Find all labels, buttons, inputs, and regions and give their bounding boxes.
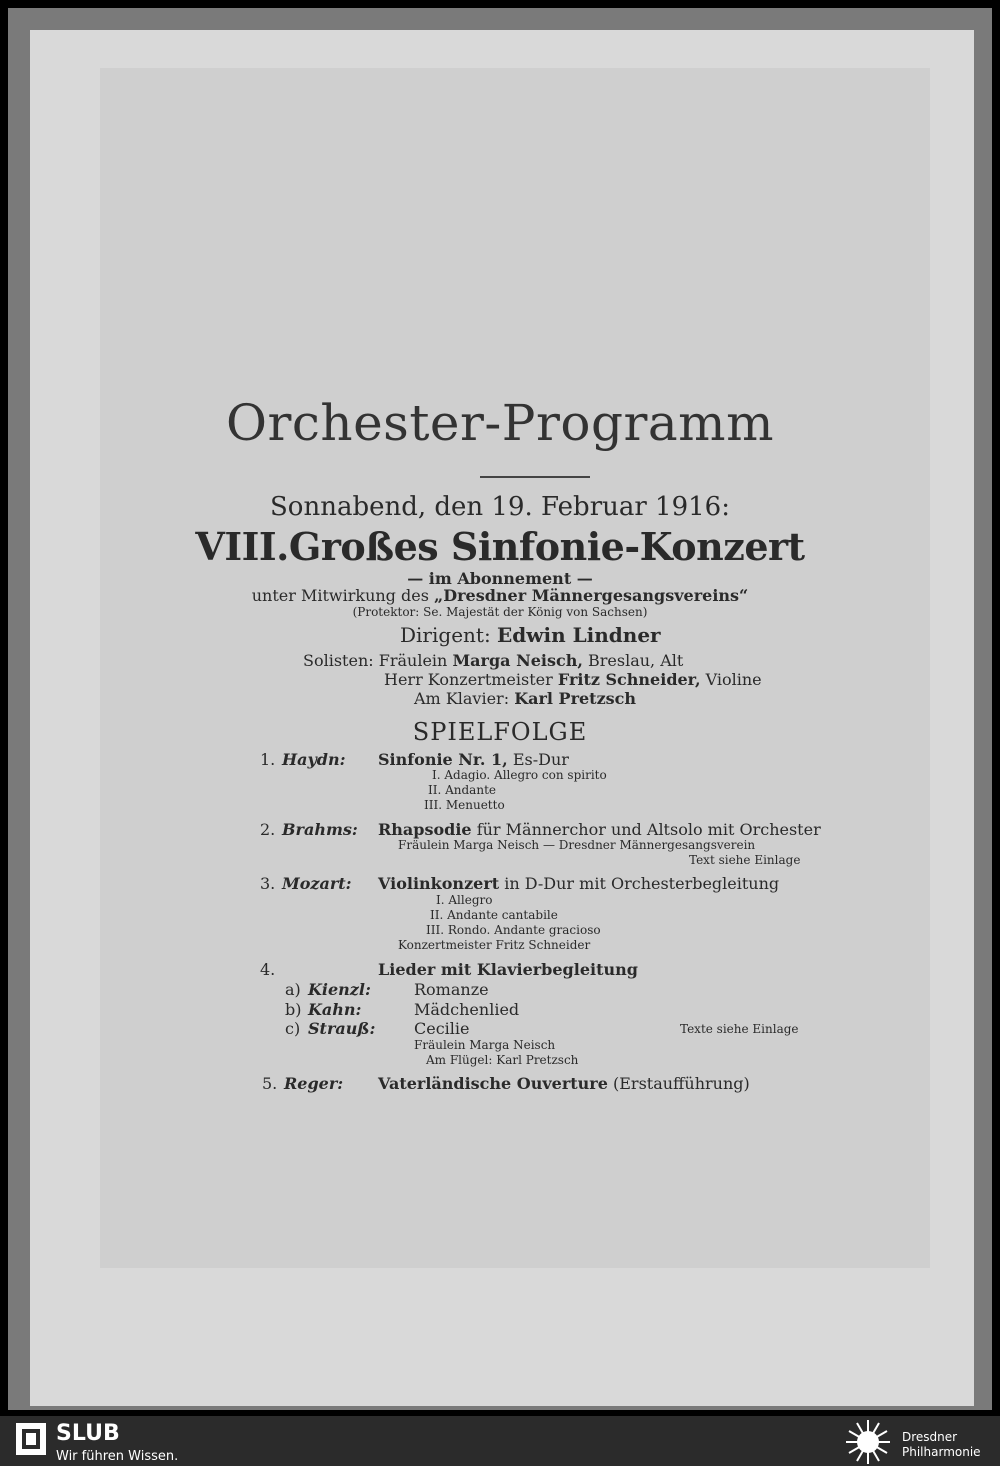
- soloist-1-name: Marga Neisch,: [452, 651, 583, 670]
- program-4-accompanist: Am Flügel: Karl Pretzsch: [426, 1053, 579, 1067]
- philharmonie-name-line1: Dresdner: [902, 1430, 958, 1444]
- program-3-performer: Konzertmeister Fritz Schneider: [398, 938, 591, 952]
- program-3-composer: Mozart:: [282, 874, 352, 893]
- soloist-2-suffix: Violine: [705, 670, 762, 689]
- song-c-composer: Strauß:: [308, 1019, 376, 1038]
- program-3-movement: II. Andante cantabile: [430, 908, 558, 922]
- concert-date: Sonnabend, den 19. Februar 1916:: [269, 492, 730, 522]
- program-2-work-title: Rhapsodie: [378, 820, 472, 839]
- program-3-number: 3.: [260, 874, 276, 893]
- program-1-work-title: Sinfonie Nr. 1,: [378, 750, 508, 769]
- song-a-title: Romanze: [414, 980, 489, 999]
- program-2-composer: Brahms:: [282, 820, 358, 839]
- slub-tagline: Wir führen Wissen.: [56, 1449, 179, 1464]
- program-2-number: 2.: [260, 820, 276, 839]
- program-2-performers: Fräulein Marga Neisch — Dresdner Männergesangsverein: [398, 838, 756, 852]
- program-title: Orchester-Programm: [225, 394, 774, 452]
- piano-name: Karl Pretzsch: [514, 689, 637, 708]
- program-1-movement: II. Andante: [428, 783, 496, 797]
- protektor-line: (Protektor: Se. Majestät der König von Sachsen): [352, 605, 648, 619]
- program-1-movement: I. Adagio. Allegro con spirito: [432, 768, 607, 782]
- program-5-composer: Reger:: [284, 1074, 344, 1093]
- conductor-line: [400, 623, 661, 647]
- program-2-note: Text siehe Einlage: [689, 853, 801, 867]
- program-1-composer: Haydn:: [282, 750, 346, 769]
- program-4-number: 4.: [260, 960, 276, 979]
- song-b-composer: Kahn:: [308, 1000, 362, 1019]
- soloist-1-suffix: Breslau, Alt: [588, 651, 684, 670]
- soloists-label: Solisten:: [303, 651, 374, 670]
- conductor-name: Edwin Lindner: [497, 623, 661, 647]
- program-4-performer: Fräulein Marga Neisch: [414, 1038, 556, 1052]
- mitwirkung-prefix: unter Mitwirkung des: [251, 586, 429, 605]
- philharmonie-name-line2: Philharmonie: [902, 1445, 981, 1459]
- program-3-work-title: Violinkonzert: [378, 874, 500, 893]
- program-3-work-rest: in D-Dur mit Orchesterbegleitung: [504, 874, 780, 893]
- program-5-work: [378, 1074, 750, 1093]
- soloist-line-1: [303, 651, 683, 670]
- program-5-work-title: Vaterländische Ouverture: [378, 1074, 608, 1093]
- piano-line: [414, 689, 636, 708]
- mitwirkung-line: [0, 586, 1000, 605]
- spielfolge-heading: SPIELFOLGE: [412, 718, 588, 746]
- soloist-2-name: Fritz Schneider,: [557, 670, 701, 689]
- song-c-title: Cecilie: [414, 1019, 470, 1038]
- program-4-note: Texte siehe Einlage: [680, 1022, 799, 1036]
- choir-name: „Dresdner Männergesangsvereins“: [434, 586, 749, 605]
- soloist-2-prefix: Herr Konzertmeister: [384, 670, 553, 689]
- program-4-work: Lieder mit Klavierbegleitung: [378, 960, 638, 979]
- program-1-work: [378, 750, 569, 769]
- book-icon: [14, 1421, 48, 1457]
- soloist-1-prefix: Fräulein: [378, 651, 448, 670]
- song-a-composer: Kienzl:: [308, 980, 371, 999]
- song-a-letter: a): [285, 980, 301, 999]
- abonnement-line: — im Abonnement —: [407, 569, 593, 588]
- soloist-line-2: [384, 670, 762, 689]
- program-1-number: 1.: [260, 750, 276, 769]
- program-3-movement: III. Rondo. Andante gracioso: [426, 923, 601, 937]
- slub-logo-text: SLUB: [56, 1421, 120, 1446]
- song-c-letter: c): [285, 1019, 301, 1038]
- title-divider: [480, 476, 590, 478]
- philharmonie-sun-icon: [842, 1418, 894, 1466]
- song-b-letter: b): [285, 1000, 302, 1019]
- piano-label: Am Klavier:: [414, 689, 510, 708]
- program-1-movement: III. Menuetto: [424, 798, 505, 812]
- program-3-movement: I. Allegro: [436, 893, 493, 907]
- concert-headline: VIII.Großes Sinfonie-Konzert: [195, 524, 805, 569]
- program-5-number: 5.: [262, 1074, 278, 1093]
- program-1-work-rest: Es-Dur: [512, 750, 569, 769]
- song-b-title: Mädchenlied: [414, 1000, 520, 1019]
- program-2-work: [378, 820, 821, 839]
- program-3-work: [378, 874, 779, 893]
- conductor-label: Dirigent:: [400, 623, 491, 647]
- program-5-work-rest: (Erstaufführung): [613, 1074, 750, 1093]
- program-2-work-rest: für Männerchor und Altsolo mit Orchester: [476, 820, 821, 839]
